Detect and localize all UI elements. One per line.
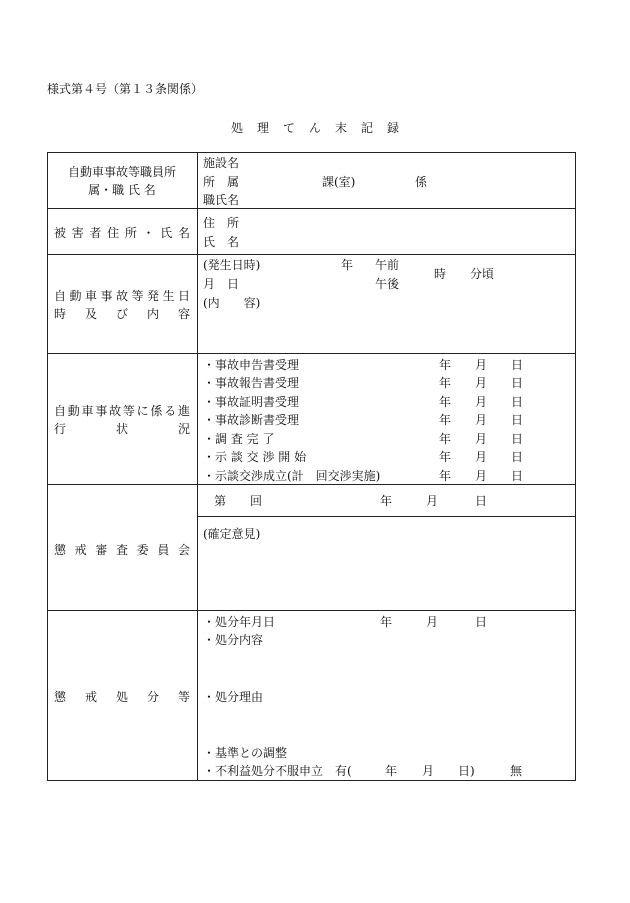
employee-label-line1: 自動車事故等職員所: [67, 165, 176, 179]
progress-month: 月: [475, 413, 488, 427]
progress-year: 年: [439, 395, 452, 409]
opinion-label: (確定意見): [203, 527, 261, 541]
progress-year: 年: [439, 358, 452, 372]
progress-month: 月: [475, 376, 488, 390]
occurrence-label-line2: 時及び内容: [54, 307, 190, 321]
content-label: (内 容): [203, 296, 261, 310]
progress-year: 年: [439, 450, 452, 464]
section-label: 課(室): [322, 175, 356, 189]
occurrence-year: 年: [341, 258, 354, 272]
discipline-day: 日: [475, 615, 488, 629]
appeal-year: 年: [385, 764, 398, 778]
affiliation-label: 所 属: [203, 175, 240, 189]
session-suffix: 回: [250, 494, 263, 508]
victim-address-label: 住 所: [203, 216, 240, 230]
committee-day: 日: [475, 494, 488, 508]
committee-month: 月: [426, 494, 439, 508]
subsection-label: 係: [415, 175, 428, 189]
progress-month: 月: [475, 432, 488, 446]
progress-month: 月: [475, 469, 488, 483]
progress-day: 日: [511, 395, 524, 409]
victim-name-label: 氏 名: [203, 235, 240, 249]
discipline-date-label: ・処分年月日: [203, 615, 276, 629]
progress-month: 月: [475, 395, 488, 409]
appeal-label: ・不利益処分不服申立 有(: [203, 764, 352, 778]
appeal-month: 月: [422, 764, 435, 778]
am-label: 午前: [375, 258, 400, 272]
form-number: 様式第４号（第１３条関係）: [47, 82, 204, 96]
discipline-content-label: ・処分内容: [203, 633, 264, 647]
progress-item: ・事故診断書受理: [203, 413, 300, 427]
victim-label: 被害者住所・氏名: [54, 226, 190, 240]
progress-month: 月: [475, 358, 488, 372]
minute-label: 分頃: [470, 267, 495, 281]
month-day-label: 月 日: [203, 277, 240, 291]
progress-item: ・事故申告書受理: [203, 358, 300, 372]
progress-year: 年: [439, 469, 452, 483]
progress-day: 日: [511, 413, 524, 427]
progress-day: 日: [511, 358, 524, 372]
progress-item: ・示 談 交 渉 開 始: [203, 450, 307, 464]
progress-item: ・示談交渉成立(計 回交渉実施): [203, 469, 381, 483]
pm-label: 午後: [375, 277, 400, 291]
progress-day: 日: [511, 450, 524, 464]
hour-label: 時: [434, 267, 447, 281]
progress-day: 日: [511, 376, 524, 390]
discipline-month: 月: [426, 615, 439, 629]
progress-label-line2: 行状況: [54, 422, 190, 436]
progress-day: 日: [511, 469, 524, 483]
session-prefix: 第: [214, 494, 227, 508]
discipline-year: 年: [380, 615, 393, 629]
standard-adjust-label: ・基準との調整: [203, 746, 288, 760]
progress-item: ・事故報告書受理: [203, 376, 300, 390]
discipline-label: 懲戒処分等: [54, 690, 190, 704]
employee-label-line2: 属・職 氏 名: [88, 183, 156, 197]
committee-year: 年: [380, 494, 393, 508]
committee-label: 懲戒審査委員会: [54, 543, 190, 557]
progress-year: 年: [439, 376, 452, 390]
employee-name-label: 職氏名: [203, 193, 240, 207]
appeal-day: 日): [458, 764, 475, 778]
progress-item: ・事故証明書受理: [203, 395, 300, 409]
progress-item: ・調 査 完 了: [203, 432, 275, 446]
facility-label: 施設名: [203, 156, 240, 170]
progress-year: 年: [439, 413, 452, 427]
document-title: 処理てん末記録: [230, 121, 413, 135]
discipline-reason-label: ・処分理由: [203, 690, 264, 704]
occurrence-datetime-label: (発生日時): [203, 258, 261, 272]
progress-day: 日: [511, 432, 524, 446]
progress-month: 月: [475, 450, 488, 464]
progress-year: 年: [439, 432, 452, 446]
occurrence-label-line1: 自動車事故等発生日: [54, 289, 190, 303]
progress-label-line1: 自動車事故等に係る進: [54, 404, 190, 418]
appeal-none: 無: [510, 764, 523, 778]
